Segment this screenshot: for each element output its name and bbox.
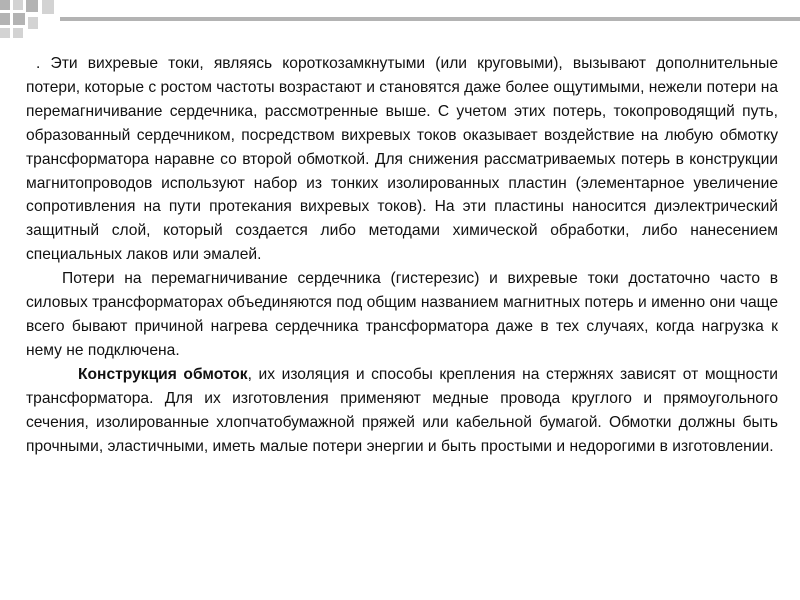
decor-square <box>42 0 54 14</box>
decor-square <box>0 13 10 25</box>
decor-square <box>0 28 10 38</box>
decor-square <box>0 0 10 10</box>
decor-square <box>13 0 23 10</box>
paragraph-winding-construction <box>26 363 778 459</box>
header-bar <box>60 17 800 21</box>
winding-construction-text: , их изоляция и способы крепления на стержнях зависят от мощности трансформатора. Для их изготовления применяют медные провода круглого и прямоугольного сечения, изолированные хлопчатобумажной пряжей или кабельной бумагой. Обмотки должны быть прочными, эластичными, иметь малые потери энергии и быть простыми и недорогими в изготовлении. <box>26 365 778 455</box>
winding-construction-heading: Конструкция обмоток <box>78 365 248 383</box>
decor-square <box>26 0 38 12</box>
paragraph-magnetic-losses: Потери на перемагничивание сердечника (гистерезис) и вихревые токи достаточно часто в силовых трансформаторах объединяются под общим названием магнитных потерь и именно они чаще всего бывают причиной нагрева сердечника трансформатора даже в тех случаях, когда нагрузка к нему не подключена. <box>26 270 778 359</box>
text-body <box>26 52 778 458</box>
decor-square <box>13 28 23 38</box>
decor-square <box>13 13 25 25</box>
header-decoration <box>0 0 800 40</box>
decor-square <box>28 17 38 29</box>
paragraph-eddy-currents: . Эти вихревые токи, являясь короткозамкнутыми (или круговыми), вызывают дополнительные потери, которые с ростом частоты возрастают и становятся даже более ощутимыми, нежели потери на перемагничивание сердечника, рассмотренные выше. С учетом этих потерь, токопроводящий путь, образованный сердечником, посредством вихревых токов оказывает воздействие на любую обмотку трансформатора наравне со второй обмоткой. Для снижения рассматриваемых потерь в конструкции магнитопроводов используют набор из тонких изолированных пластин (элементарное увеличение сопротивления на пути протекания вихревых токов). На эти пластины наносится диэлектрический защитный слой, который создается либо методами химической обработки, либо нанесением специальных лаков или эмалей. <box>26 55 778 264</box>
